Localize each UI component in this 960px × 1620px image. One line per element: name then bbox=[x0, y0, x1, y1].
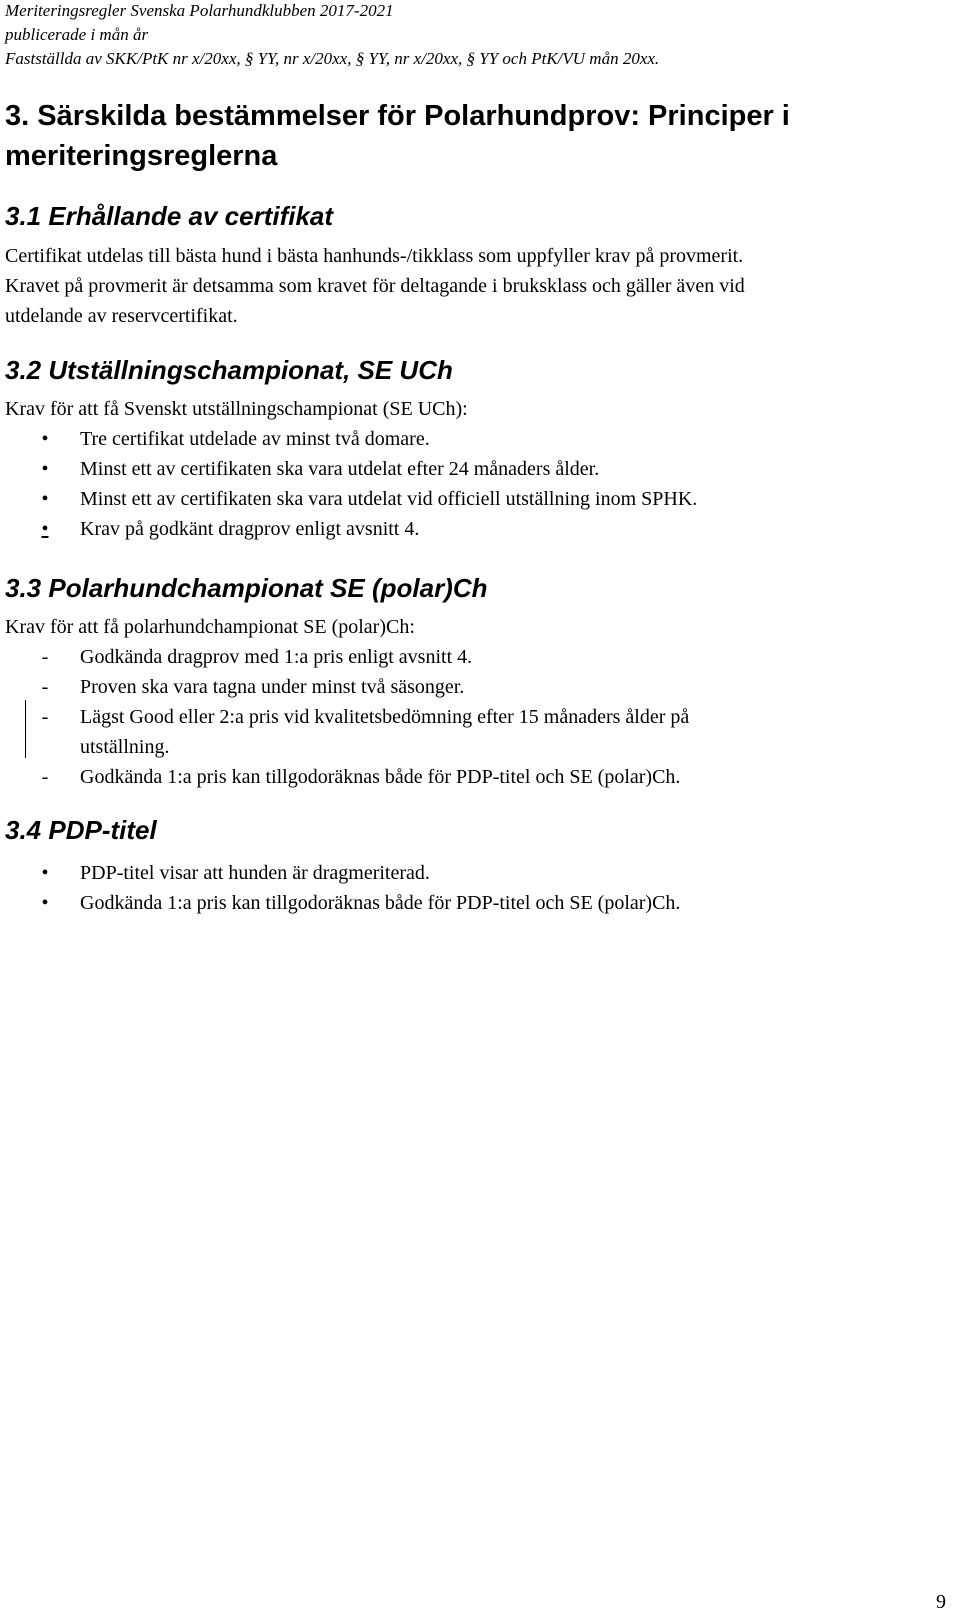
section-3-4-heading: 3.4 PDP-titel bbox=[5, 815, 157, 845]
bullet-marker: • bbox=[41, 488, 49, 510]
bullet-marker: • bbox=[41, 428, 49, 450]
change-bar bbox=[25, 700, 26, 758]
bullet-marker: • bbox=[41, 892, 49, 914]
list-item-text: PDP-titel visar att hunden är dragmeriterad. bbox=[80, 862, 430, 884]
list-item-text: utställning. bbox=[80, 736, 170, 758]
section-3-3-heading: 3.3 Polarhundchampionat SE (polar)Ch bbox=[5, 573, 488, 603]
header-line-3: Fastställda av SKK/PtK nr x/20xx, § YY, nr x/20xx, § YY, nr x/20xx, § YY och PtK/VU mån 20xx. bbox=[5, 49, 660, 68]
list-item-text: Tre certifikat utdelade av minst två domare. bbox=[80, 428, 430, 450]
section-3-1-line-2: Kravet på provmerit är detsamma som kravet för deltagande i bruksklass och gäller även vid bbox=[5, 275, 745, 297]
section-3-3-intro: Krav för att få polarhundchampionat SE (polar)Ch: bbox=[5, 616, 415, 638]
dash-marker: - bbox=[41, 706, 49, 728]
list-item-text: Minst ett av certifikaten ska vara utdelat efter 24 månaders ålder. bbox=[80, 458, 600, 480]
section-3-1-line-1: Certifikat utdelas till bästa hund i bästa hanhunds-/tikklass som uppfyller krav på provmerit. bbox=[5, 245, 744, 267]
header-line-2: publicerade i mån år bbox=[5, 25, 149, 44]
section-3-1-heading: 3.1 Erhållande av certifikat bbox=[5, 201, 334, 231]
dash-marker: - bbox=[41, 676, 49, 698]
list-item-text: Minst ett av certifikaten ska vara utdelat vid officiell utställning inom SPHK. bbox=[80, 488, 698, 510]
section-3-1-line-3: utdelande av reservcertifikat. bbox=[5, 305, 238, 327]
list-item-text: Godkända 1:a pris kan tillgodoräknas både för PDP-titel och SE (polar)Ch. bbox=[80, 892, 681, 914]
list-item-text: Krav på godkänt dragprov enligt avsnitt 4. bbox=[80, 518, 420, 540]
page-number: 9 bbox=[936, 1591, 946, 1613]
bullet-marker: • bbox=[41, 458, 49, 480]
list-item-text: Godkända dragprov med 1:a pris enligt avsnitt 4. bbox=[80, 646, 473, 668]
list-item-text: Proven ska vara tagna under minst två säsonger. bbox=[80, 676, 465, 698]
dash-marker: - bbox=[41, 646, 49, 668]
section-3-2-intro: Krav för att få Svenskt utställningschampionat (SE UCh): bbox=[5, 398, 468, 420]
section-3-2-heading: 3.2 Utställningschampionat, SE UCh bbox=[5, 355, 453, 385]
bullet-marker: • bbox=[41, 862, 49, 884]
list-item-text: Lägst Good eller 2:a pris vid kvalitetsbedömning efter 15 månaders ålder på bbox=[80, 706, 690, 728]
bullet-marker: • bbox=[41, 518, 49, 540]
list-item-text: Godkända 1:a pris kan tillgodoräknas både för PDP-titel och SE (polar)Ch. bbox=[80, 766, 681, 788]
section-3-heading: 3. Särskilda bestämmelser för Polarhundprov: Principer i meriteringsreglerna bbox=[5, 100, 790, 172]
header-line-1: Meriteringsregler Svenska Polarhundklubben 2017-2021 bbox=[5, 1, 394, 20]
dash-marker: - bbox=[41, 766, 49, 788]
